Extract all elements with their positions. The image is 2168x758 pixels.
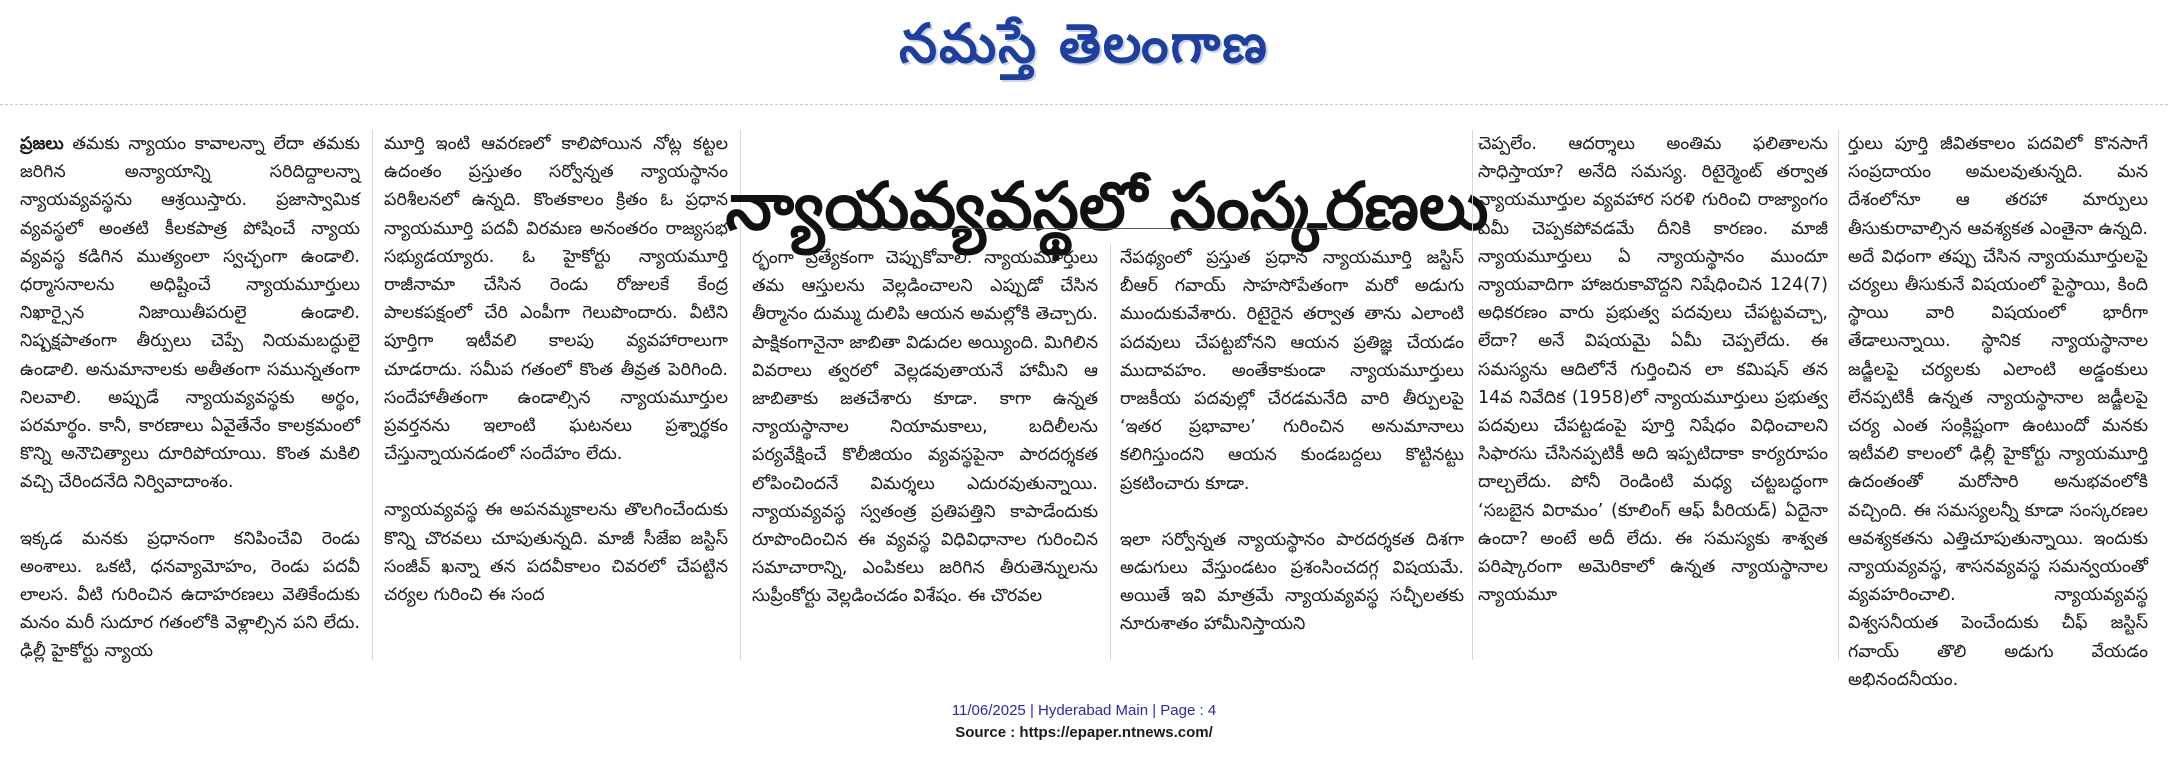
article-headline: న్యాయవ్యవస్థలో సంస్కరణలు bbox=[725, 167, 1489, 245]
source-link[interactable]: Source : https://epaper.ntnews.com/ bbox=[955, 724, 1213, 741]
paragraph: ర్భంగా ప్రత్యేకంగా చెప్పుకోవాలి. న్యాయమూర్తులు తమ ఆస్తులను వెల్లడించాలని ఎప్పుడో చేసిన తీర్మానం దుమ్ము దులిపి ఆయన అమల్లోకి తెచ్చారు. పాక్షికంగానైనా జాబితా విడుదల అయ్యింది. మిగిలిన వివరాలు త్వరలో వెల్లడవుతాయనే హామీని ఆ జాబితాకు జతచేశారు కూడా. కాగా ఉన్నత న్యాయస్థానాల నియామకాలు, బదిలీలను పర్యవేక్షించే కొలీజియం వ్యవస్థపైనా పారదర్శకత లోపించిందనే విమర్శలు ఎదురవుతున్నాయి. న్యాయవ్యవస్థ స్వతంత్ర ప్రతిపత్తిని కాపాడేందుకు రూపొందించిన ఈ వ్యవస్థ విధివిధానాల గురించిన సమాచారాన్ని, ఎంపికలు జరిగిన తీరుతెన్నులను సుప్రీంకోర్టు వెల్లడించడం విశేషం. ఈ చొరవల bbox=[752, 248, 1098, 607]
article-column-1 bbox=[20, 130, 360, 660]
paragraph: ఇలా సర్వోన్నత న్యాయస్థానం పారదర్శకత దిశగా అడుగులు వేస్తుండటం ప్రశంసించదగ్గ విషయమే. అయితే ఇవి మాత్రమే న్యాయవ్యవస్థ సచ్ఛీలతకు నూరుశాతం హామీనిస్తాయని bbox=[1120, 529, 1464, 635]
masthead bbox=[0, 0, 2168, 100]
paragraph bbox=[20, 130, 360, 497]
paragraph: ఇక్కడ మనకు ప్రధానంగా కనిపించేవి రెండు అంశాలు. ఒకటి, ధనవ్యామోహం, రెండు పదవీ లాలస. వీటి గురించిన ఉదాహరణలు వెతికేందుకు మనం మరీ సుదూర గతంలోకి వెళ్లాల్సిన పని లేదు. ఢిల్లీ హైకోర్టు న్యాయ bbox=[20, 528, 360, 662]
paragraph: ర్తులు పూర్తి జీవితకాలం పదవిలో కొనసాగే సంప్రదాయం అమలవుతున్నది. మన దేశంలోనూ ఆ తరహా మార్పులు తీసుకురావాల్సిన ఆవశ్యకత ఎంతైనా ఉన్నది. అదే విధంగా తప్పు చేసిన న్యాయమూర్తులపై చర్యలు తీసుకునే విషయంలో పైస్థాయి, కింది స్థాయి వారి విషయంలో భారీగా తేడాలున్నాయి. స్థానిక న్యాయస్థానాల జడ్జీలపై చర్యలకు ఎలాంటి అడ్డంకులు లేనప్పటికీ ఉన్నత న్యాయస్థానాల జడ్జీలపై చర్య ఎంత సంక్లిష్టంగా ఉంటుందో మనకు ఇటీవలి కాలంలో ఢిల్లీ హైకోర్టు న్యాయమూర్తి ఉదంతంతో మరోసారి అనుభవంలోకి వచ్చింది. ఈ సమస్యలన్నీ కూడా సంస్కరణల ఆవశ్యకతను ఎత్తిచూపుతున్నాయి. ఇందుకు న్యాయవ్యవస్థ, శాసనవ్యవస్థ సమన్వయంతో వ్యవహరించాలి. న్యాయవ్యవస్థ విశ్వసనీయత పెంచేందుకు చీఫ్ జస్టిస్ గవాయ్ తొలి అడుగు వేయడం అభినందనీయం. bbox=[1848, 134, 2148, 690]
column-divider bbox=[372, 130, 373, 660]
column-divider bbox=[1110, 244, 1111, 660]
paragraph-text: తమకు న్యాయం కావాలన్నా లేదా తమకు జరిగిన అన్యాయాన్ని సరిదిద్దాలన్నా న్యాయవ్యవస్థను ఆశ్రయిస్తారు. ప్రజాస్వామిక వ్యవస్థలో అంతటి కీలకపాత్ర పోషించే న్యాయ వ్యవస్థ కడిగిన ముత్యంలా స్వచ్ఛంగా ఉండాలి. ధర్మాసనాలను అధిష్టించే న్యాయమూర్తులు నిఖార్సైన నిజాయితీపరులై ఉండాలి. నిష్పక్షపాతంగా తీర్పులు చెప్పే నియమబద్ధులై ఉండాలి. అనుమానాలకు అతీతంగా సమున్నతంగా నిలవాలి. అప్పుడే న్యాయవ్యవస్థకు అర్థం, పరమార్థం. కానీ, కారణాలు ఏవైతేనేం కాలక్రమంలో కొన్ని అనౌచిత్యాలు దూరిపోయాయి. కొంత మకిలి వచ్చి చేరిందనేది నిర్వివాదాంశం. bbox=[20, 134, 360, 493]
column-divider bbox=[1472, 130, 1473, 660]
paragraph: న్యాయవ్యవస్థ ఈ అపనమ్మకాలను తొలగించేందుకు కొన్ని చొరవలు చూపుతున్నది. మాజీ సీజేఐ జస్టిస్ సంజీవ్ ఖన్నా తన పదవీకాలం చివరలో చేపట్టిన చర్యల గురించి ఈ సంద bbox=[384, 500, 728, 606]
page-footer bbox=[0, 700, 2168, 744]
article-column-2 bbox=[384, 130, 728, 660]
masthead-divider bbox=[0, 104, 2168, 105]
newspaper-logo: నమస్తే తెలంగాణ bbox=[899, 11, 1269, 75]
article-column-3 bbox=[752, 244, 1098, 660]
paragraph: నేపథ్యంలో ప్రస్తుత ప్రధాన న్యాయమూర్తి జస్టిస్ బీఆర్ గవాయ్ సాహసోపేతంగా మరో అడుగు ముందుకువేశారు. రిటైరైన తర్వాత తాను ఎలాంటి పదవులు చేపట్టబోనని ఆయన ప్రతిజ్ఞ చేయడం ముదావహం. అంతేకాకుండా న్యాయమూర్తులు రాజకీయ పదవుల్లో చేరడమనేది వారి తీర్పులపై ‘ఇతర ప్రభావాల’ గురించిన అనుమానాలు కలిగిస్తుందని ఆయన కుండబద్దలు కొట్టినట్టు ప్రకటించారు కూడా. bbox=[1120, 248, 1464, 494]
column-divider bbox=[1838, 130, 1839, 660]
edition-info: 11/06/2025 | Hyderabad Main | Page : 4 bbox=[951, 702, 1217, 719]
paragraph: మూర్తి ఇంటి ఆవరణలో కాలిపోయిన నోట్ల కట్టల ఉదంతం ప్రస్తుతం సర్వోన్నత న్యాయస్థానం పరిశీలనలో ఉన్నది. కొంతకాలం క్రితం ఓ ప్రధాన న్యాయమూర్తి పదవీ విరమణ అనంతరం రాజ్యసభ సభ్యుడయ్యారు. ఓ హైకోర్టు న్యాయమూర్తి రాజీనామా చేసిన రెండు రోజులకే కేంద్ర పాలకపక్షంలో చేరి ఎంపీగా గెలుపొందారు. వీటిని పూర్తిగా ఇటీవలి కాలపు వ్యవహారాలుగా చూడరాదు. సమీప గతంలో కొంత తీవ్రత పెరిగింది. సందేహాతీతంగా ఉండాల్సిన న్యాయమూర్తుల ప్రవర్తనను ఇలాంటి ఘటనలు ప్రశ్నార్థకం చేస్తున్నాయనడంలో సందేహం లేదు. bbox=[384, 134, 728, 465]
article-column-6 bbox=[1848, 130, 2148, 690]
headline-underline bbox=[830, 228, 1390, 229]
lead-word: ప్రజలు bbox=[20, 134, 64, 154]
article-column-5 bbox=[1478, 130, 1828, 660]
article-column-4 bbox=[1120, 244, 1464, 660]
paragraph: చెప్పలేం. ఆదర్శాలు అంతిమ ఫలితాలను సాధిస్తాయా? అనేది సమస్య. రిటైర్మెంట్ తర్వాత న్యాయమూర్తుల వ్యవహార సరళి గురించి రాజ్యాంగం ఏమీ చెప్పకపోవడమే దీనికి కారణం. మాజీ న్యాయమూర్తులు ఏ న్యాయస్థానం ముందూ న్యాయవాదిగా హాజరుకావొద్దని నిషేధించిన 124(7) అధికరణం వారు ప్రభుత్వ పదవులు చేపట్టవచ్చా, లేదా? అనే విషయమై ఏమీ చెప్పలేదు. ఈ సమస్యను ఆదిలోనే గుర్తించిన లా కమిషన్ తన 14వ నివేదిక (1958)లో న్యాయమూర్తులు ప్రభుత్వ పదవులు చేపట్టడంపై పూర్తి నిషేధం విధించాలని సిఫారసు చేసినప్పటికీ అది ఇప్పటిదాకా కార్యరూపం దాల్చలేదు. పోనీ రెండింటి మధ్య చట్టబద్ధంగా ‘సబబైన విరామం’ (కూలింగ్ ఆఫ్ పీరియడ్) ఏదైనా ఉందా? అంటే అదీ లేదు. ఈ సమస్యకు శాశ్వత పరిష్కారంగా అమెరికాలో ఉన్నత న్యాయస్థానాల న్యాయమూ bbox=[1478, 134, 1828, 606]
